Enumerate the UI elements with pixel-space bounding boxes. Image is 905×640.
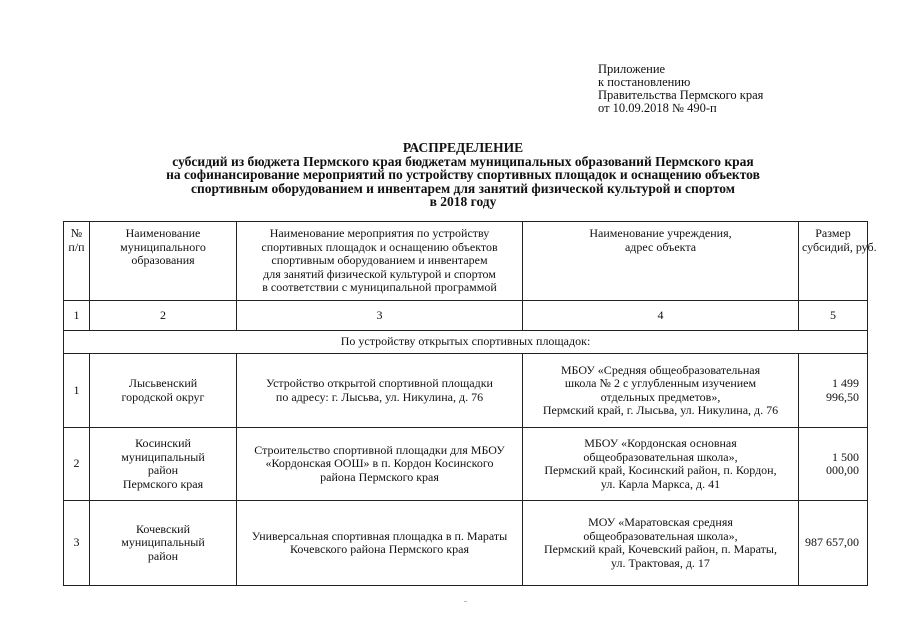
text-line: Пермского края: [122, 476, 204, 491]
appendix-line: к постановлению: [598, 75, 691, 89]
text-line: муниципальный: [121, 449, 205, 464]
text-line: Наименование: [125, 226, 201, 240]
text-line: городской округ: [121, 389, 205, 404]
heading-line: в 2018 году: [429, 194, 497, 209]
text-line: Наименование мероприятия по устройству: [269, 226, 490, 240]
appendix-note: [598, 63, 838, 115]
col-header-municipality: [90, 222, 237, 301]
text-line: образования: [131, 253, 195, 267]
text-line: муниципальный: [121, 535, 205, 550]
text-line: Размер: [815, 226, 851, 240]
institution-cell: [523, 501, 799, 586]
text-line: п/п: [68, 239, 85, 254]
amount-cell: 987 657,00: [799, 501, 868, 586]
row-number: 2: [64, 428, 90, 501]
text-line: Лысьвенский: [128, 376, 198, 390]
institution-cell: [523, 354, 799, 428]
text-line: для занятий физической культурой и спортом: [263, 266, 496, 281]
text-line: ул. Трактовая, д. 17: [611, 555, 710, 570]
appendix-line: Приложение: [598, 62, 666, 76]
text-line: района Пермского края: [320, 469, 439, 484]
text-line: МБОУ «Средняя общеобразовательная: [560, 362, 761, 377]
row-number: 1: [64, 354, 90, 428]
column-number-row: [64, 301, 868, 331]
text-line: общеобразовательная школа»,: [583, 528, 738, 543]
col-header-institution: [523, 222, 799, 301]
column-number: 1: [64, 301, 90, 331]
col-header-amount: [799, 222, 877, 301]
subsidy-table: [63, 221, 877, 586]
text-line: район: [147, 463, 179, 477]
amount-cell: 1 499 996,50: [799, 354, 868, 428]
table-row: [64, 501, 868, 586]
text-line: ул. Карла Маркса, д. 41: [600, 476, 721, 491]
municipality-cell: [90, 501, 237, 586]
text-line: №: [70, 226, 83, 240]
row-number: 3: [64, 501, 90, 586]
col-header-number: [64, 222, 90, 301]
text-line: муниципального: [120, 239, 206, 254]
text-line: Пермский край, Косинский район, п. Кордон,: [544, 463, 777, 477]
text-line: Строительство спортивной площадки для МБОУ: [254, 442, 505, 457]
heading-line: на софинансирование мероприятий по устройству спортивных площадок и оснащению объектов: [166, 167, 760, 182]
text-line: школа № 2 с углубленным изучением: [564, 376, 757, 390]
header-row: [64, 222, 868, 301]
text-line: Кочевский: [135, 521, 191, 536]
heading-line: субсидий из бюджета Пермского края бюджетам муниципальных образований Пермского края: [172, 153, 754, 169]
text-line: по адресу: г. Лысьва, ул. Никулина, д. 76: [275, 389, 484, 404]
table-row: [64, 428, 868, 501]
text-line: в соответствии с муниципальной программой: [262, 280, 497, 294]
text-line: Косинский: [135, 436, 191, 450]
text-line: отдельных предметов»,: [600, 389, 721, 404]
text-line: Наименование учреждения,: [589, 226, 732, 240]
column-number: 3: [237, 301, 523, 331]
scan-speck: [464, 601, 467, 602]
text-line: спортивных площадок и оснащению объектов: [261, 239, 498, 254]
amount-cell: 1 500 000,00: [799, 428, 868, 501]
text-line: МОУ «Маратовская средняя: [588, 515, 733, 529]
event-cell: [237, 501, 523, 586]
column-number: 5: [799, 301, 868, 331]
section-title: По устройству открытых спортивных площадок:: [64, 331, 868, 354]
institution-cell: [523, 428, 799, 501]
col-header-event: [237, 222, 523, 301]
appendix-line: от 10.09.2018 № 490-п: [598, 101, 717, 115]
text-line: субсидий, руб.: [802, 239, 877, 254]
column-number: 2: [90, 301, 237, 331]
section-row: [64, 331, 868, 354]
text-line: Пермский край, Кочевский район, п. Мараты,: [544, 542, 777, 556]
text-line: район: [147, 548, 179, 563]
text-line: Пермский край, г. Лысьва, ул. Никулина, д. 76: [542, 403, 779, 417]
municipality-cell: [90, 428, 237, 501]
text-line: общеобразовательная школа»,: [583, 449, 738, 464]
text-line: Кочевского района Пермского края: [290, 542, 469, 556]
event-cell: [237, 428, 523, 501]
text-line: «Кордонская ООШ» в п. Кордон Косинского: [265, 456, 494, 471]
text-line: адрес объекта: [624, 239, 697, 254]
appendix-line: Правительства Пермского края: [598, 88, 764, 102]
column-number: 4: [523, 301, 799, 331]
document-heading: [60, 141, 866, 209]
table-row: [64, 354, 868, 428]
document-title: РАСПРЕДЕЛЕНИЕ: [402, 140, 524, 155]
text-line: МБОУ «Кордонская основная: [584, 436, 737, 450]
municipality-cell: [90, 354, 237, 428]
text-line: спортивным оборудованием и инвентарем: [271, 253, 488, 267]
text-line: Универсальная спортивная площадка в п. Мараты: [251, 528, 508, 543]
text-line: Устройство открытой спортивной площадки: [266, 376, 493, 390]
event-cell: [237, 354, 523, 428]
heading-line: спортивным оборудованием и инвентарем для занятий физической культурой и спортом: [191, 180, 735, 196]
